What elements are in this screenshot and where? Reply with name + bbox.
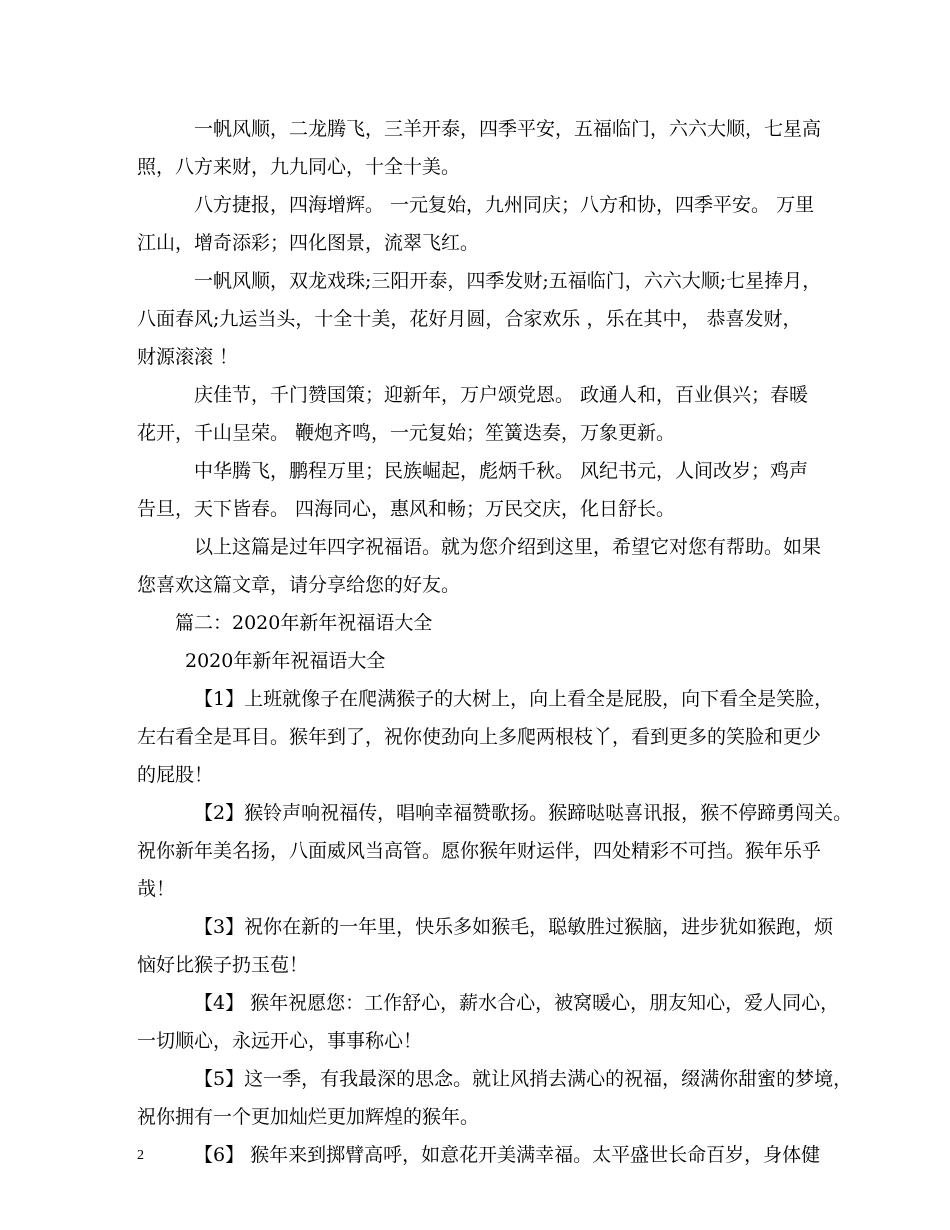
text-line: 【6】 猴年来到掷臂高呼，如意花开美满幸福。太平盛世长命百岁，身体健 [194,1144,821,1166]
text-line: 照，八方来财，九九同心，十全十美。 [137,156,461,178]
text-line: 左右看全是耳目。猴年到了，祝你使劲向上多爬两根枝丫，看到更多的笑脸和更少 [137,726,822,748]
section-heading: 篇二：2020年新年祝福语大全 [175,612,433,634]
text-line: 财源滚滚 ！ [137,346,239,368]
text-line: 祝你新年美名扬，八面威风当高管。愿你猴年财运伴，四处精彩不可挡。猴年乐乎 [137,840,822,862]
text-line: 恼好比猴子扔玉苞！ [137,954,309,976]
text-line: 八方捷报，四海增辉。 一元复始，九州同庆；八方和协，四季平安。 万里 [194,194,815,216]
text-line: 中华腾飞，鹏程万里；民族崛起，彪炳千秋。 风纪书元，人间改岁；鸡声 [194,460,809,482]
text-line: 一帆风顺，双龙戏珠;三阳开泰，四季发财;五福临门，六六大顺;七星捧月， [194,270,822,292]
text-line: 八面春风;九运当头，十全十美，花好月圆，合家欢乐 ，乐在其中， 恭喜发财， [137,308,802,330]
text-line: 江山，增奇添彩；四化图景，流翠飞红。 [137,232,480,254]
text-line: 祝你拥有一个更加灿烂更加辉煌的猴年。 [137,1106,480,1128]
text-line: 【2】猴铃声响祝福传，唱响幸福赞歌扬。猴蹄哒哒喜讯报，猴不停蹄勇闯关。 [194,802,853,824]
text-line: 一切顺心，永远开心，事事称心！ [137,1030,423,1052]
text-line: 【1】上班就像子在爬满猴子的大树上，向上看全是屁股，向下看全是笑脸， [194,688,834,710]
text-line: 的屁股！ [137,764,214,786]
document-body [137,114,853,1178]
text-line: 您喜欢这篇文章，请分享给您的好友。 [137,574,461,596]
text-line: 【3】祝你在新的一年里，快乐多如猴毛，聪敏胜过猴脑，进步犹如猴跑，烦 [194,916,834,938]
section-heading: 2020年新年祝福语大全 [185,650,386,672]
text-line: 【4】 猴年祝愿您：工作舒心，薪水合心，被窝暖心，朋友知心，爱人同心， [194,992,840,1014]
text-line: 庆佳节，千门赞国策；迎新年，万户颂党恩。 政通人和，百业俱兴；春暖 [194,384,809,406]
page-number: 2 [137,1148,144,1163]
text-line: 哉！ [137,878,176,900]
text-line: 以上这篇是过年四字祝福语。就为您介绍到这里，希望它对您有帮助。如果 [194,536,822,558]
text-line: 告旦，天下皆春。 四海同心，惠风和畅；万民交庆，化日舒长。 [137,498,676,520]
text-line: 一帆风顺，二龙腾飞，三羊开泰，四季平安，五福临门，六六大顺，七星高 [194,118,822,140]
text-line: 【5】这一季，有我最深的思念。就让风捎去满心的祝福，缀满你甜蜜的梦境， [194,1068,853,1090]
text-line: 花开，千山呈荣。 鞭炮齐鸣，一元复始；笙簧迭奏，万象更新。 [137,422,676,444]
